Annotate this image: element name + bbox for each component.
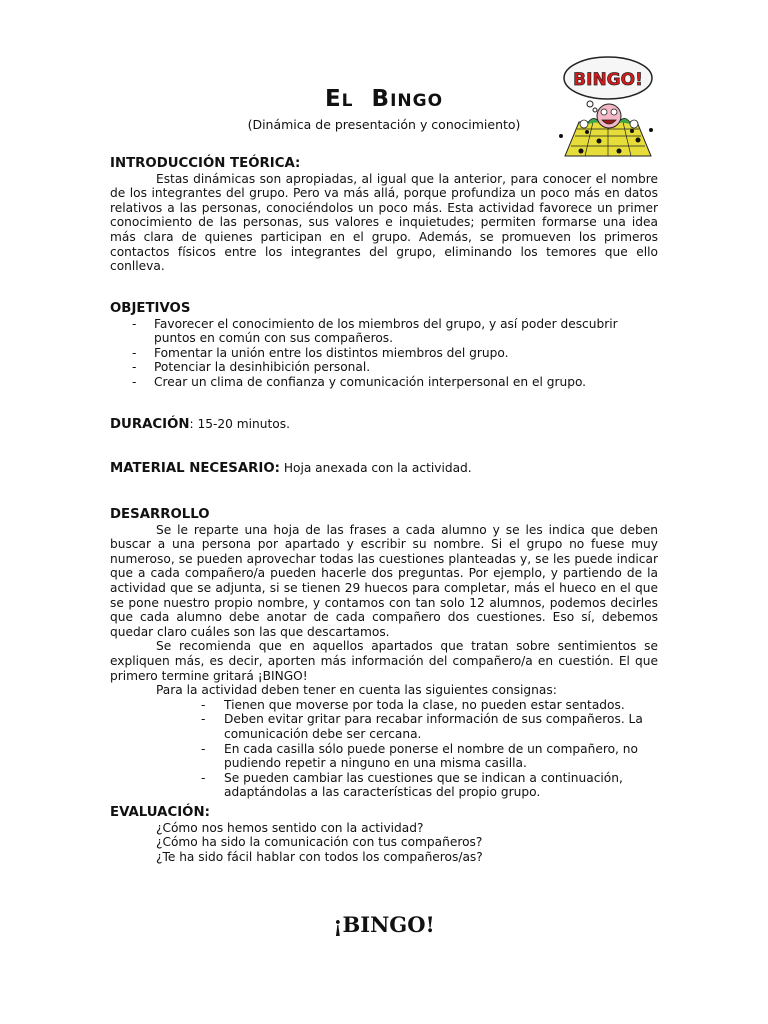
desarrollo-section (110, 508, 658, 800)
material-section (110, 461, 658, 477)
material-heading: MATERIAL NECESARIO: (110, 461, 280, 476)
desarrollo-paragraph-2: Se recomienda que en aquellos apartados que tratan sobre sentimientos se expliquen más, es decir, aporten más información del compañero/a en cuestión. El que primero termine gritará ¡BINGO! (110, 639, 658, 683)
material-text: Hoja anexada con la actividad. (279, 461, 472, 475)
list-item: - Deben evitar gritar para recabar información de sus compañeros. La comunicación debe ser cercana. (110, 712, 654, 741)
list-item: - Favorecer el conocimiento de los miembros del grupo, y así poder descubrir puntos en común con sus compañeros. (110, 317, 658, 346)
desarrollo-paragraph-3: Para la actividad deben tener en cuenta las siguientes consignas: (156, 683, 557, 698)
list-item: ¿Cómo ha sido la comunicación con tus compañeros? (156, 835, 483, 850)
title-initial-1: E (324, 86, 342, 112)
title-rest-2: INGO (390, 91, 444, 111)
evaluacion-heading: EVALUACIÓN: (110, 805, 210, 820)
list-item: - Crear un clima de confianza y comunicación interpersonal en el grupo. (110, 375, 658, 390)
list-item: ¿Cómo nos hemos sentido con la actividad? (156, 820, 424, 835)
objetivos-heading: OBJETIVOS (110, 301, 191, 316)
list-item: ¿Te ha sido fácil hablar con todos los compañeros/as? (156, 849, 483, 864)
page-subtitle: (Dinámica de presentación y conocimiento) (247, 117, 521, 132)
logo-text: BINGO! (573, 70, 643, 90)
duracion-text: : 15-20 minutos. (189, 417, 290, 431)
list-item: - Se pueden cambiar las cuestiones que se indican a continuación, adaptándolas a las características del propio grupo. (110, 771, 654, 800)
intro-heading: INTRODUCCIÓN TEÓRICA: (110, 156, 301, 171)
evaluacion-section (110, 806, 658, 864)
duracion-section (110, 417, 658, 433)
list-item: - Fomentar la unión entre los distintos miembros del grupo. (110, 346, 658, 361)
desarrollo-paragraph-1: Se le reparte una hoja de las frases a cada alumno y se les indica que deben buscar a una persona por apartado y escribir su nombre. Si el grupo no fuese muy numeroso, se pueden aprovechar todas las cuestiones planteadas y, se les puede indicar que a cada compañero/a pueden hacerle dos preguntas. Por ejemplo, y partiendo de la actividad que se adjunta, si se tienen 29 huecos para completar, más el hueco en el que se pone nuestro propio nombre, y contamos con tan solo 12 alumnos, podemos decirles que cada alumno debe anotar de cada compañero dos cuestiones. Eso sí, debemos quedar claro cuáles son las que descartamos. (110, 522, 658, 639)
bingo-cartoon-image (553, 52, 663, 164)
list-item: - Tienen que moverse por toda la clase, no pueden estar sentados. (110, 698, 654, 713)
intro-paragraph: Estas dinámicas son apropiadas, al igual que la anterior, para conocer el nombre de los integrantes del grupo. Pero va más allá, porque profundiza un poco más en datos relativos a las personas, conociéndolos un poco más. Esta actividad favorece un primer conocimiento de las personas, sus valores e inquietudes; permiten formarse una idea más clara de quienes participan en el grupo. Además, se promueven los primeros contactos físicos entre los integrantes del grupo, eliminando los temores que ello conlleva. (110, 171, 658, 274)
objetivos-list (110, 317, 658, 390)
consignas-list (110, 698, 658, 800)
duracion-heading: DURACIÓN (110, 417, 190, 432)
intro-section (110, 157, 658, 274)
list-item: - Potenciar la desinhibición personal. (110, 360, 658, 375)
list-item: - En cada casilla sólo puede ponerse el nombre de un compañero, no pudiendo repetir a ninguno en una misma casilla. (110, 742, 654, 771)
footer-title: ¡BINGO! (333, 912, 435, 937)
title-rest-1: L (341, 91, 354, 111)
title-initial-2: B (371, 86, 391, 112)
objetivos-section (110, 302, 658, 390)
desarrollo-heading: DESARROLLO (110, 507, 210, 522)
